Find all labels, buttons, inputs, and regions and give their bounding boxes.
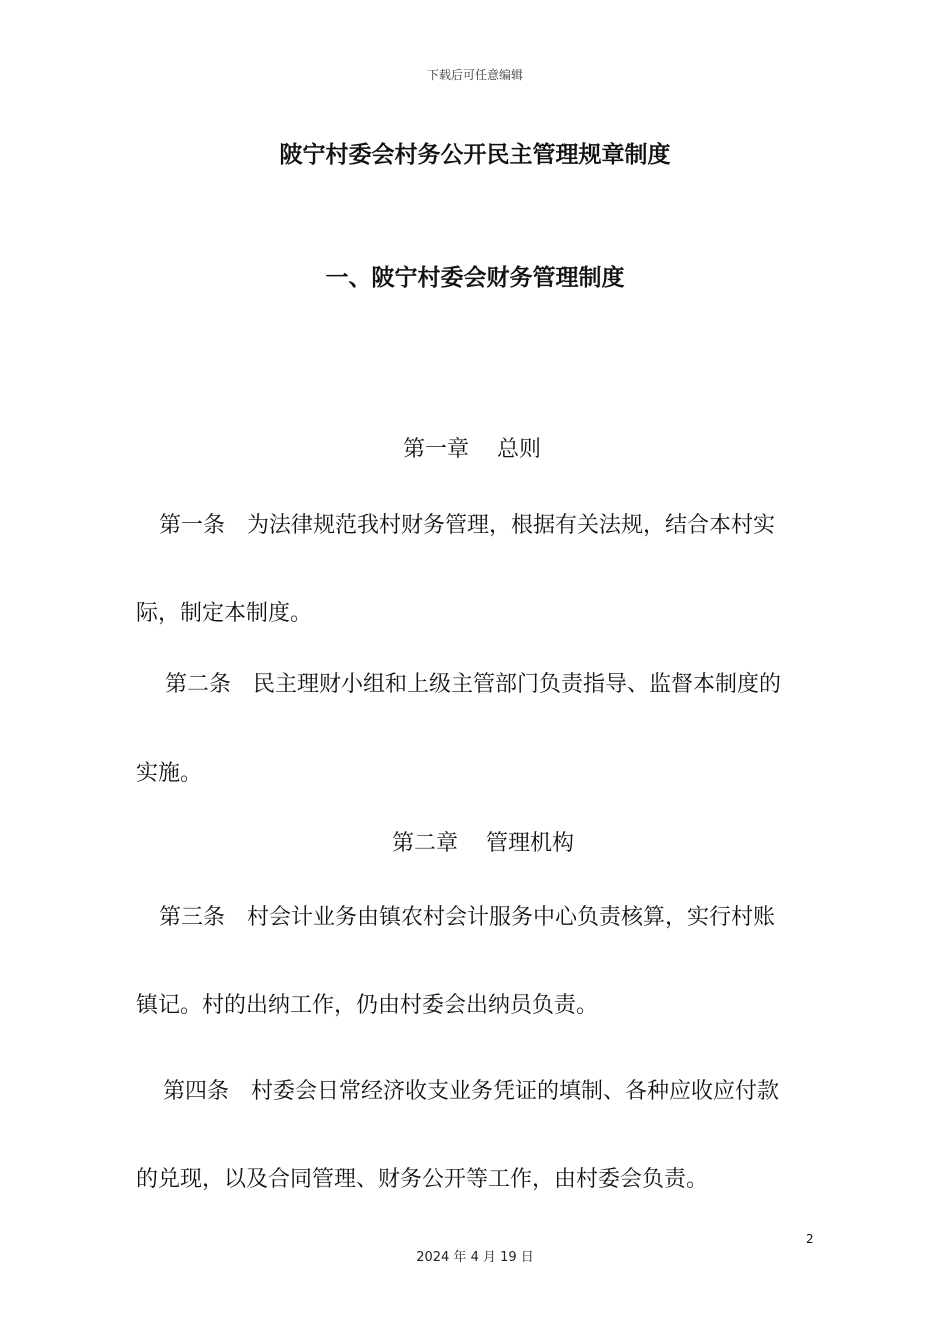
article-3-text-1: 村会计业务由镇农村会计服务中心负责核算，实行村账: [247, 905, 776, 930]
article-2-line-2: 实施。: [136, 761, 203, 786]
article-1-text-1: 为法律规范我村财务管理，根据有关法规，结合本村实: [247, 513, 776, 538]
chapter-1-label: 第一章: [403, 437, 470, 462]
chapter-2-name: 管理机构: [486, 831, 575, 856]
article-4-line-1: [163, 1074, 779, 1105]
chapter-2-label: 第二章: [392, 831, 459, 856]
article-2-text-1: 民主理财小组和上级主管部门负责指导、监督本制度的: [253, 672, 782, 697]
article-1-line-2: 际，制定本制度。: [136, 601, 313, 626]
article-1-line-1: [159, 508, 775, 539]
section-title: 一、陂宁村委会财务管理制度: [325, 265, 625, 291]
article-2-label: 第二条: [165, 672, 232, 697]
article-3-line-1: [159, 900, 775, 931]
article-3-label: 第三条: [159, 905, 226, 930]
article-4-text-1: 村委会日常经济收支业务凭证的填制、各种应收应付款: [251, 1079, 780, 1104]
footer-date: 2024 年 4 月 19 日: [416, 1250, 534, 1265]
chapter-1-name: 总则: [497, 437, 542, 462]
chapter-2-heading: [392, 826, 574, 857]
document-title: 陂宁村委会村务公开民主管理规章制度: [279, 142, 671, 168]
article-3-line-2: 镇记。村的出纳工作，仍由村委会出纳员负责。: [136, 993, 599, 1018]
article-1-label: 第一条: [159, 513, 226, 538]
article-4-label: 第四条: [163, 1079, 230, 1104]
chapter-1-heading: [403, 432, 541, 463]
article-2-line-1: [165, 667, 781, 698]
article-4-line-2: 的兑现，以及合同管理、财务公开等工作，由村委会负责。: [136, 1167, 709, 1192]
header-note: 下载后可任意编辑: [426, 68, 523, 82]
page-number: 2: [806, 1232, 814, 1246]
